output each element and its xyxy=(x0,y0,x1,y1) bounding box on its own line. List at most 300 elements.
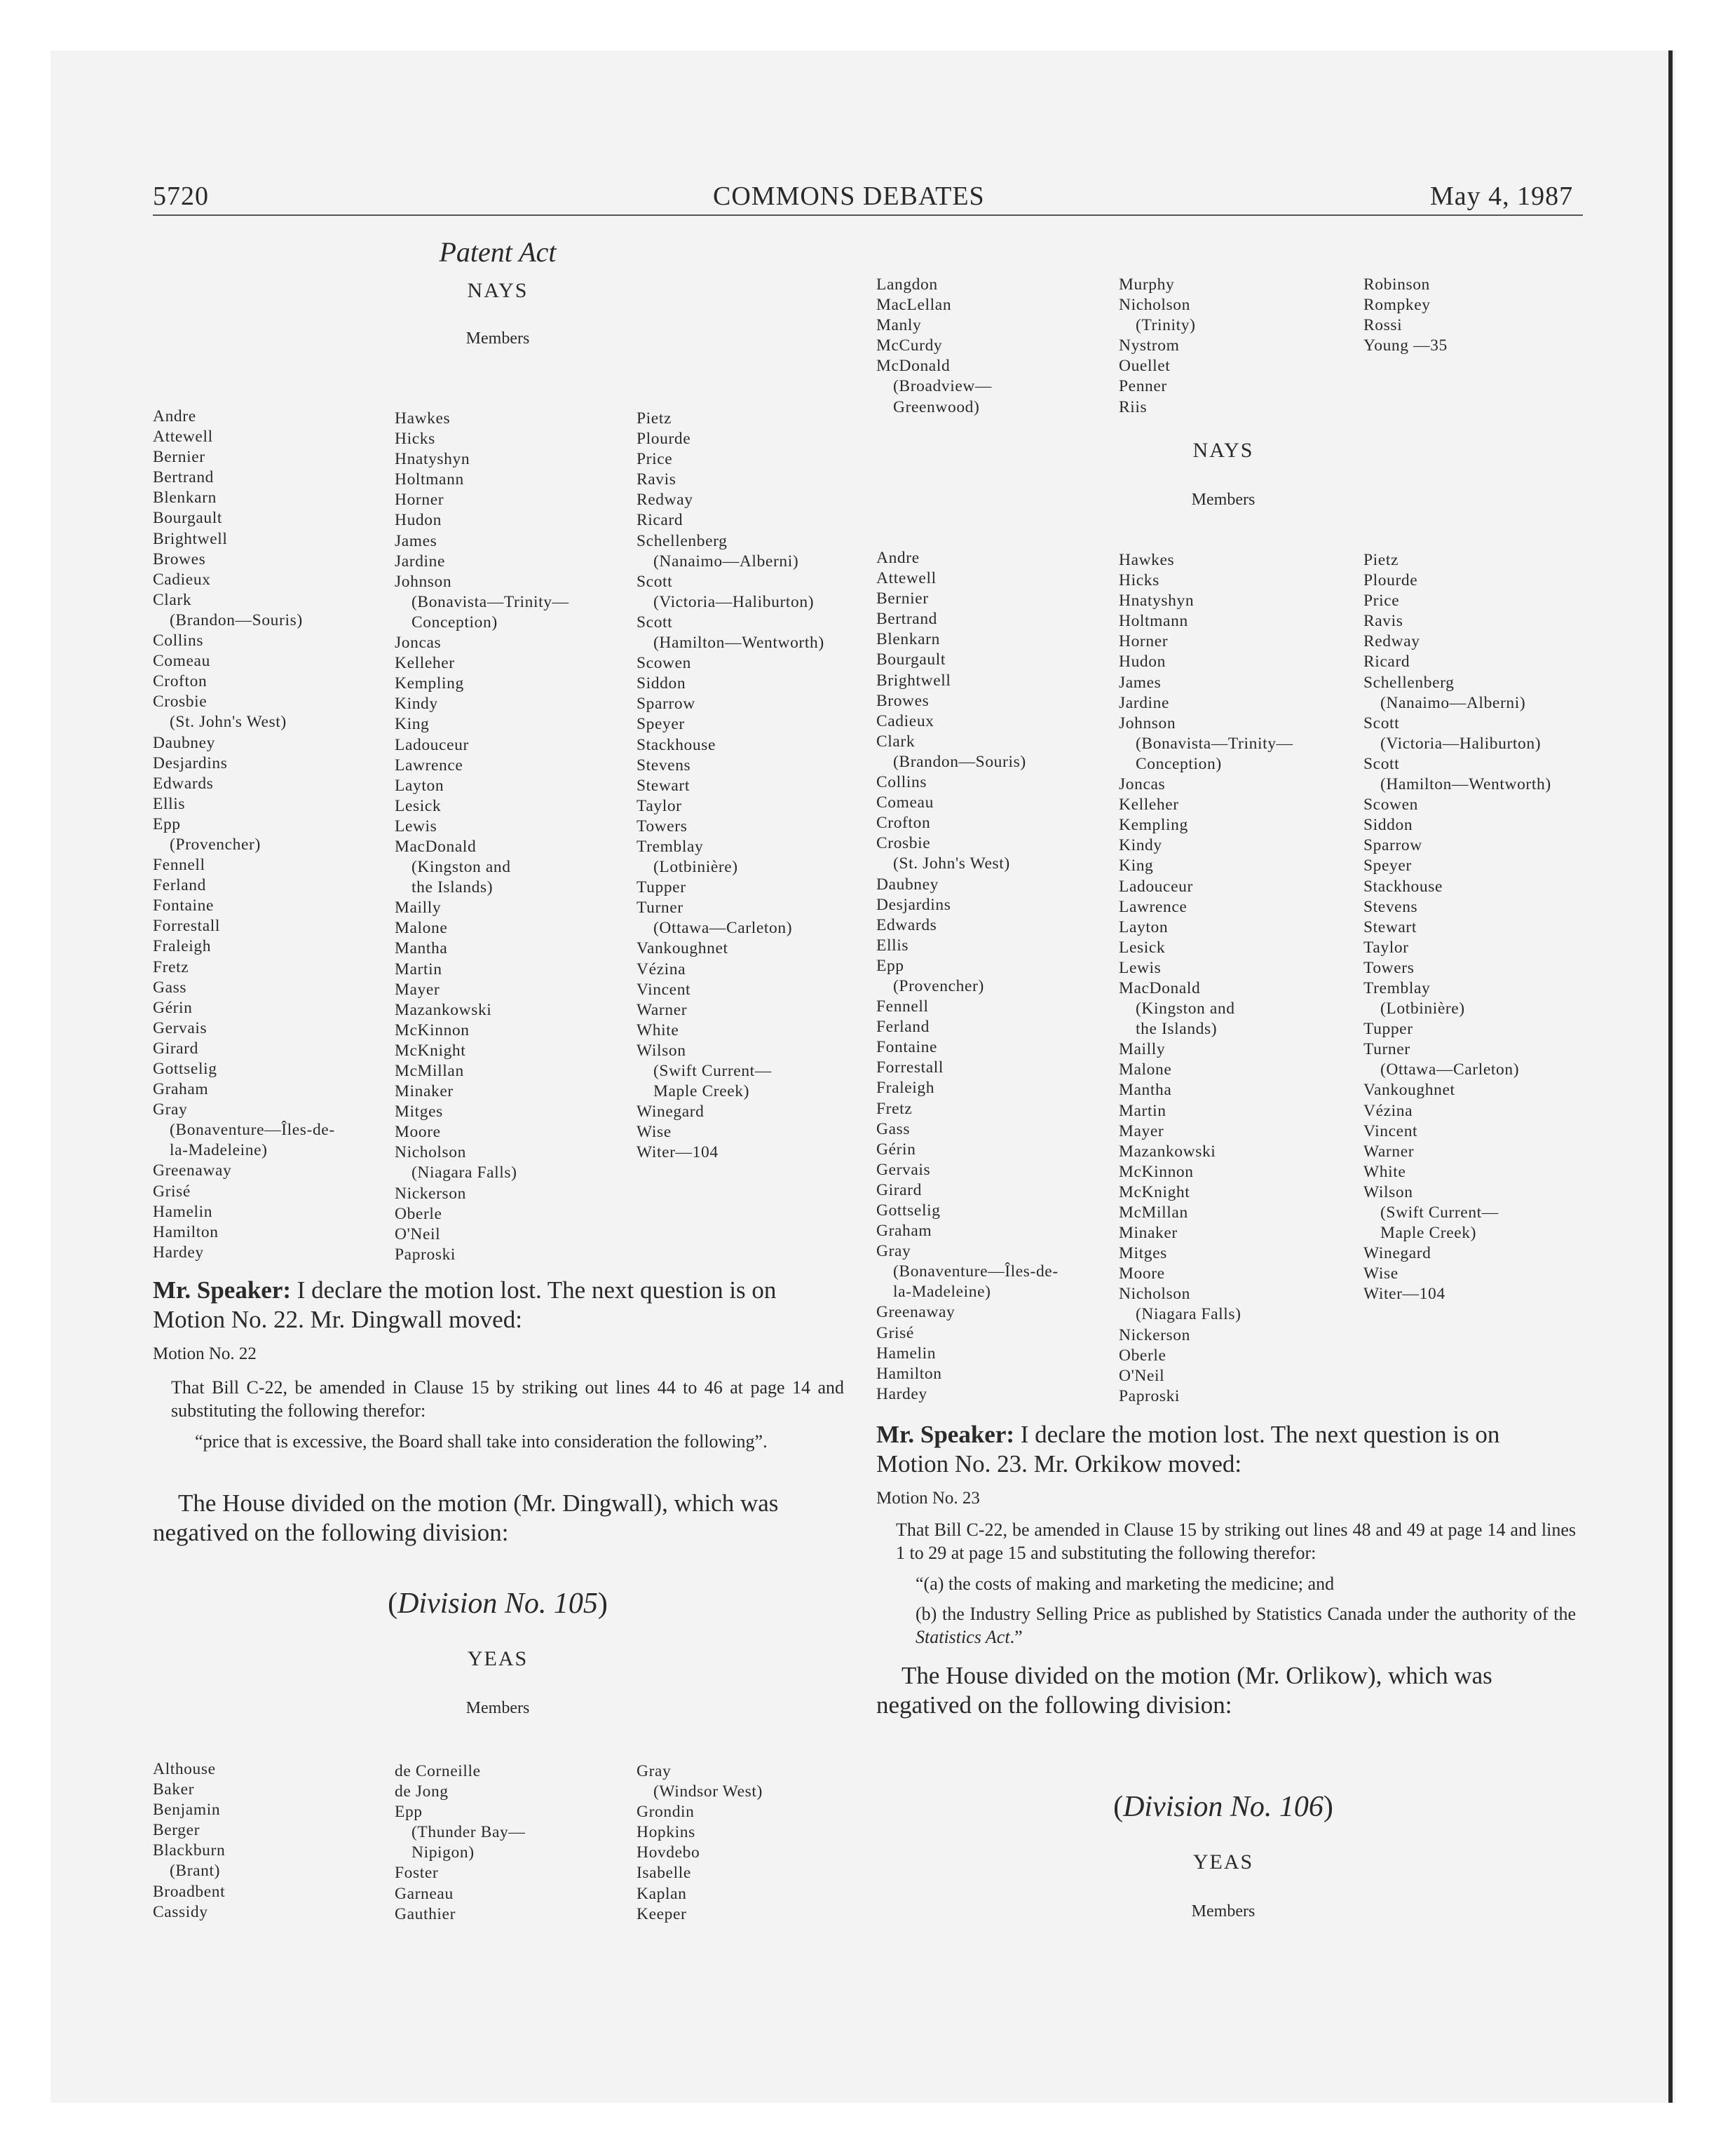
member-name: Moore xyxy=(1119,1264,1165,1283)
name-list xyxy=(637,1761,763,1925)
member-name: Schellenberg xyxy=(1363,673,1455,692)
member-name: James xyxy=(1119,673,1162,692)
member-name: Epp xyxy=(153,814,181,833)
member-name: Paproski xyxy=(1119,1386,1181,1405)
member-name: Mitges xyxy=(395,1103,443,1121)
member-name: Turner xyxy=(637,899,683,917)
member-name: Wise xyxy=(637,1123,672,1142)
yeas-heading: YEAS xyxy=(1192,1850,1254,1874)
name-list xyxy=(876,275,992,418)
member-name: Oberle xyxy=(395,1204,442,1223)
member-name: Forrestall xyxy=(153,917,221,936)
member-riding: (Provencher) xyxy=(893,976,984,995)
motion-quote: “price that is excessive, the Board shall take into consideration the following”. xyxy=(195,1431,768,1452)
member-riding: (Victoria—Haliburton) xyxy=(653,592,815,611)
motion-quote-a: “(a) the costs of making and marketing the medicine; and xyxy=(916,1574,1335,1594)
member-name: Nickerson xyxy=(395,1184,466,1203)
member-name: Kempling xyxy=(1119,816,1188,835)
member-name: Vézina xyxy=(1363,1101,1413,1120)
member-name: Johnson xyxy=(1119,714,1176,732)
member-name: Winegard xyxy=(1363,1244,1431,1263)
nays-heading: NAYS xyxy=(1192,439,1254,462)
quote-b-end: .” xyxy=(1009,1627,1023,1647)
member-name: Warner xyxy=(1363,1142,1415,1161)
member-name: Jardine xyxy=(1119,693,1170,712)
member-name: Lesick xyxy=(395,796,442,815)
member-riding: (Ottawa—Carleton) xyxy=(653,919,793,938)
name-list xyxy=(395,1761,525,1925)
member-name: Stevens xyxy=(1363,897,1418,916)
member-name: Gérin xyxy=(153,998,193,1017)
member-riding: the Islands) xyxy=(411,878,494,897)
member-name: Tremblay xyxy=(1363,978,1431,997)
division-heading xyxy=(1048,1790,1399,1824)
motion-number: Motion No. 23 xyxy=(876,1489,980,1508)
member-name: Martin xyxy=(395,960,442,978)
name-list xyxy=(637,409,824,1163)
member-name: Cadieux xyxy=(876,711,934,730)
member-name: Epp xyxy=(876,956,904,975)
member-name: Crosbie xyxy=(876,834,931,853)
member-riding: (Niagara Falls) xyxy=(411,1164,517,1182)
member-name: Gass xyxy=(153,978,187,997)
member-name: Witer—104 xyxy=(637,1143,719,1162)
member-name: James xyxy=(395,531,437,550)
member-riding: (Niagara Falls) xyxy=(1136,1305,1241,1324)
member-name: Warner xyxy=(637,1000,688,1019)
member-name: Hamelin xyxy=(153,1202,213,1221)
member-riding: (Lotbinière) xyxy=(653,858,738,877)
member-name: Sparrow xyxy=(1363,836,1422,855)
member-name: Mailly xyxy=(395,899,442,917)
member-name: McKnight xyxy=(395,1041,466,1060)
member-name: Gottselig xyxy=(876,1201,941,1220)
speaker-statement xyxy=(876,1420,1577,1479)
member-name: Towers xyxy=(1363,958,1415,977)
member-name: Kaplan xyxy=(637,1884,687,1903)
member-name: Siddon xyxy=(1363,816,1413,835)
member-riding: la-Madeleine) xyxy=(170,1141,268,1160)
member-name: Bourgault xyxy=(876,650,946,669)
member-name: Hovdebo xyxy=(637,1843,700,1862)
member-name: Vankoughnet xyxy=(637,939,728,958)
member-name: Greenaway xyxy=(876,1303,955,1322)
motion-text: That Bill C-22, be amended in Clause 15 by striking out lines 48 and 49 at page 14 and lines 1 to 29 at page 15 and substituting the following therefor: xyxy=(896,1520,1576,1563)
member-name: Hamelin xyxy=(876,1344,937,1363)
name-list xyxy=(876,548,1059,1405)
member-name: Gottselig xyxy=(153,1060,217,1078)
member-riding: (Lotbinière) xyxy=(1380,999,1465,1018)
member-riding: (Kingston and xyxy=(1136,999,1235,1018)
member-name: Ricard xyxy=(1363,653,1410,671)
quote-b-text: (b) the Industry Selling Price as published by Statistics Canada under the authority of the xyxy=(916,1604,1576,1624)
member-name: Stackhouse xyxy=(1363,877,1443,896)
member-name: Bernier xyxy=(153,448,205,467)
member-riding: Maple Creek) xyxy=(653,1082,750,1101)
member-riding: (St. John's West) xyxy=(170,713,287,732)
member-name: Stewart xyxy=(637,776,690,795)
member-name: Gauthier xyxy=(395,1904,456,1923)
member-name: Blenkarn xyxy=(153,489,217,507)
motion-number: Motion No. 22 xyxy=(153,1344,257,1363)
motion-quote-b xyxy=(916,1602,1576,1649)
member-riding: (Brandon—Souris) xyxy=(893,752,1026,771)
member-name: Penner xyxy=(1119,377,1167,396)
member-riding: (St. John's West) xyxy=(893,854,1010,873)
member-name: Gray xyxy=(876,1242,911,1261)
member-name: Vincent xyxy=(1363,1121,1418,1140)
speaker-statement xyxy=(153,1276,847,1335)
member-name: Hudon xyxy=(395,511,442,530)
member-name: Bertrand xyxy=(153,468,215,487)
member-name: Joncas xyxy=(395,634,442,653)
division-title: Division No. 105 xyxy=(397,1588,598,1620)
member-name: Malone xyxy=(1119,1060,1172,1079)
member-name: Mayer xyxy=(395,980,440,999)
nays-members-label: Members xyxy=(465,329,530,348)
nays-heading: NAYS xyxy=(467,279,529,302)
member-name: McKinnon xyxy=(395,1021,470,1039)
member-name: Brightwell xyxy=(153,529,228,548)
member-name: Hicks xyxy=(395,430,435,449)
member-name: Pietz xyxy=(1363,551,1399,569)
member-name: Mazankowski xyxy=(1119,1142,1216,1161)
member-name: Berger xyxy=(153,1821,200,1840)
member-name: Hamilton xyxy=(153,1222,219,1241)
name-list xyxy=(1363,550,1551,1304)
member-name: Desjardins xyxy=(153,753,228,772)
member-name: Isabelle xyxy=(637,1864,691,1883)
member-name: Gray xyxy=(637,1762,672,1780)
member-name: Scott xyxy=(1363,714,1400,732)
member-name: MacDonald xyxy=(395,837,477,856)
member-name: Kindy xyxy=(395,695,438,714)
member-name: Pietz xyxy=(637,409,672,428)
member-name: Hudon xyxy=(1119,653,1166,671)
member-riding: (Broadview— xyxy=(893,377,993,396)
member-name: Vincent xyxy=(637,980,691,999)
member-name: Browes xyxy=(153,550,206,568)
member-name: Crofton xyxy=(153,672,207,691)
member-name: Edwards xyxy=(153,774,214,793)
motion-text: That Bill C-22, be amended in Clause 15 by striking out lines 44 to 46 at page 14 and substituting the following therefor: xyxy=(171,1377,844,1421)
speaker-text: I declare the motion lost. The next question is on Motion No. 22. Mr. Dingwall moved: xyxy=(153,1276,777,1333)
member-name: Mitges xyxy=(1119,1244,1167,1263)
member-name: Price xyxy=(637,450,673,469)
member-name: Lewis xyxy=(1119,958,1162,977)
member-name: Ladouceur xyxy=(1119,877,1193,896)
member-name: Ellis xyxy=(153,794,186,813)
member-name: Attewell xyxy=(153,428,213,446)
member-name: Minaker xyxy=(1119,1224,1178,1243)
member-riding: (Bonaventure—Îles-de- xyxy=(170,1121,335,1140)
member-name: Nicholson xyxy=(1119,296,1191,315)
member-name: Blackburn xyxy=(153,1841,226,1860)
member-name: Wise xyxy=(1363,1264,1399,1283)
member-name: Baker xyxy=(153,1780,195,1799)
member-name: Brightwell xyxy=(876,671,951,690)
member-name: Ladouceur xyxy=(395,735,469,754)
member-name: Kindy xyxy=(1119,836,1162,855)
member-name: Daubney xyxy=(153,733,216,752)
member-riding: (Thunder Bay— xyxy=(411,1823,526,1842)
member-name: McMillan xyxy=(395,1062,464,1080)
nays-members-label: Members xyxy=(1191,491,1256,509)
section-title: Patent Act xyxy=(439,236,557,268)
division-close: ) xyxy=(1323,1791,1333,1823)
member-name: O'Neil xyxy=(395,1224,441,1243)
member-riding: (Bonaventure—Îles-de- xyxy=(893,1262,1059,1281)
member-name: Hardey xyxy=(876,1384,927,1403)
member-riding: Maple Creek) xyxy=(1380,1224,1477,1243)
member-name: MacLellan xyxy=(876,296,952,315)
member-name: Gervais xyxy=(876,1160,931,1179)
member-name: Price xyxy=(1363,592,1400,610)
member-name: Stackhouse xyxy=(637,735,716,754)
member-riding: (Kingston and xyxy=(411,858,511,877)
member-name: Tupper xyxy=(1363,1020,1413,1039)
member-name: Vézina xyxy=(637,960,686,978)
member-name: Sparrow xyxy=(637,695,695,714)
member-name: Gérin xyxy=(876,1140,916,1159)
member-name: Lawrence xyxy=(395,756,463,775)
member-name: Ravis xyxy=(637,470,676,489)
member-riding: (Ottawa—Carleton) xyxy=(1380,1060,1520,1079)
member-riding: (Hamilton—Wentworth) xyxy=(653,634,824,653)
member-name: Wilson xyxy=(637,1041,686,1060)
member-name: King xyxy=(395,715,430,734)
member-name: Nystrom xyxy=(1119,336,1180,355)
member-name: Holtmann xyxy=(395,470,464,489)
member-name: Horner xyxy=(1119,632,1169,651)
member-name: Grisé xyxy=(876,1323,914,1342)
division-open: ( xyxy=(388,1588,398,1620)
member-name: Gass xyxy=(876,1119,911,1138)
member-riding: (Brandon—Souris) xyxy=(170,610,303,629)
member-name: MacDonald xyxy=(1119,978,1201,997)
member-name: Tupper xyxy=(637,878,686,897)
member-name: Girard xyxy=(876,1180,922,1199)
member-name: Martin xyxy=(1119,1101,1166,1120)
member-name: King xyxy=(1119,857,1154,875)
member-name: Cadieux xyxy=(153,570,211,589)
member-name: Witer—104 xyxy=(1363,1285,1445,1304)
member-riding: (Bonavista—Trinity— xyxy=(411,592,569,611)
member-name: Girard xyxy=(153,1039,198,1058)
member-name: Collins xyxy=(153,632,204,650)
member-name: Ricard xyxy=(637,511,683,530)
member-riding: (Hamilton—Wentworth) xyxy=(1380,775,1551,794)
member-riding: (Bonavista—Trinity— xyxy=(1136,734,1293,753)
member-name: Scowen xyxy=(637,654,692,673)
member-name: Layton xyxy=(395,776,444,795)
member-name: Nicholson xyxy=(1119,1285,1191,1304)
division-statement: The House divided on the motion (Mr. Dingwall), which was negatived on the following division: xyxy=(153,1489,779,1546)
member-name: White xyxy=(637,1021,679,1039)
member-name: Clark xyxy=(153,590,192,609)
member-name: de Jong xyxy=(395,1782,449,1801)
member-name: McMillan xyxy=(1119,1203,1188,1222)
member-name: Plourde xyxy=(1363,571,1418,590)
member-name: McDonald xyxy=(876,357,951,376)
member-name: Speyer xyxy=(637,715,685,734)
member-name: Browes xyxy=(876,691,930,710)
division-statement: The House divided on the motion (Mr. Orlikow), which was negatived on the following division: xyxy=(876,1662,1492,1719)
member-name: Minaker xyxy=(395,1082,454,1101)
member-name: Fraleigh xyxy=(876,1079,935,1098)
member-name: Taylor xyxy=(637,796,682,815)
member-name: Scott xyxy=(637,613,673,632)
member-name: Desjardins xyxy=(876,895,951,914)
member-name: Bernier xyxy=(876,589,929,608)
member-name: Forrestall xyxy=(876,1058,944,1077)
member-name: Hopkins xyxy=(637,1823,695,1842)
member-name: Andre xyxy=(876,549,920,567)
member-name: Lewis xyxy=(395,817,437,835)
name-list xyxy=(153,1759,225,1923)
member-name: Rompkey xyxy=(1363,296,1431,315)
member-name: Kempling xyxy=(395,674,464,693)
name-list xyxy=(395,409,569,1265)
name-list xyxy=(153,407,335,1263)
member-name: Redway xyxy=(1363,632,1420,651)
member-name: Fennell xyxy=(876,997,929,1016)
member-riding: (Nanaimo—Alberni) xyxy=(653,552,799,571)
member-name: Mailly xyxy=(1119,1040,1166,1059)
member-name: Layton xyxy=(1119,917,1169,936)
member-riding: (Swift Current— xyxy=(1380,1203,1499,1222)
member-name: Siddon xyxy=(637,674,686,693)
member-name: Stewart xyxy=(1363,917,1417,936)
member-name: Kelleher xyxy=(1119,796,1179,814)
member-name: Broadbent xyxy=(153,1882,226,1901)
member-name: Hawkes xyxy=(395,409,451,428)
member-name: Ouellet xyxy=(1119,357,1171,376)
member-name: Speyer xyxy=(1363,857,1412,875)
member-riding: Conception) xyxy=(1136,754,1222,773)
member-name: Taylor xyxy=(1363,938,1409,957)
member-name: Fretz xyxy=(876,1099,913,1118)
member-name: Towers xyxy=(637,817,688,835)
member-name: Hamilton xyxy=(876,1364,942,1383)
speaker-text: I declare the motion lost. The next question is on Motion No. 23. Mr. Orkikow moved: xyxy=(876,1421,1500,1478)
page-number: 5720 xyxy=(153,182,209,211)
page-edge-shadow xyxy=(1668,50,1673,2103)
speaker-label: Mr. Speaker: xyxy=(153,1276,292,1304)
member-riding: (Swift Current— xyxy=(653,1062,772,1080)
member-name: Grondin xyxy=(637,1803,695,1822)
member-name: Nickerson xyxy=(1119,1325,1190,1344)
member-name: Nicholson xyxy=(395,1143,467,1162)
running-title: COMMONS DEBATES xyxy=(713,182,985,211)
member-name: Ferland xyxy=(153,876,206,895)
member-riding: the Islands) xyxy=(1136,1020,1218,1039)
member-name: Benjamin xyxy=(153,1801,221,1820)
member-name: Plourde xyxy=(637,430,691,449)
member-name: Paproski xyxy=(395,1245,456,1264)
division-heading xyxy=(322,1587,673,1621)
member-riding: (Windsor West) xyxy=(653,1782,763,1801)
member-name: Andre xyxy=(153,407,196,425)
member-name: Greenaway xyxy=(153,1161,232,1180)
member-name: Turner xyxy=(1363,1040,1410,1059)
member-riding: (Nanaimo—Alberni) xyxy=(1380,693,1526,712)
member-name: de Corneille xyxy=(395,1762,481,1780)
member-name: Jardine xyxy=(395,552,446,571)
member-name: Winegard xyxy=(637,1103,705,1121)
member-riding: (Brant) xyxy=(170,1862,221,1881)
member-name: Keeper xyxy=(637,1904,687,1923)
member-name: Hnatyshyn xyxy=(395,450,470,469)
member-name: Mantha xyxy=(1119,1081,1172,1100)
member-name: Clark xyxy=(876,732,916,751)
member-name: Young —35 xyxy=(1363,336,1448,355)
member-name: White xyxy=(1363,1162,1406,1181)
member-name: O'Neil xyxy=(1119,1366,1165,1385)
member-name: Crofton xyxy=(876,814,931,833)
statistics-act-ref: Statistics Act xyxy=(916,1627,1010,1647)
member-name: Ravis xyxy=(1363,612,1403,631)
member-name: Riis xyxy=(1119,397,1148,416)
member-name: McCurdy xyxy=(876,336,943,355)
member-name: Moore xyxy=(395,1123,441,1142)
member-name: Epp xyxy=(395,1803,423,1822)
header-rule xyxy=(153,214,1583,216)
name-list xyxy=(1119,275,1196,418)
member-name: Blenkarn xyxy=(876,630,940,649)
member-name: Hnatyshyn xyxy=(1119,592,1195,610)
member-name: Rossi xyxy=(1363,316,1403,335)
member-name: Ferland xyxy=(876,1018,930,1037)
member-name: Collins xyxy=(876,773,927,792)
member-riding: Greenwood) xyxy=(893,397,980,416)
member-name: Robinson xyxy=(1363,275,1430,294)
member-name: Daubney xyxy=(876,875,939,894)
member-name: Edwards xyxy=(876,915,937,934)
member-name: Crosbie xyxy=(153,692,207,711)
member-name: Grisé xyxy=(153,1182,191,1201)
page-date: May 4, 1987 xyxy=(1430,182,1574,211)
member-name: Lesick xyxy=(1119,938,1166,957)
member-name: Hicks xyxy=(1119,571,1159,590)
division-title: Division No. 106 xyxy=(1123,1791,1324,1823)
yeas-heading: YEAS xyxy=(467,1647,529,1670)
member-name: Holtmann xyxy=(1119,612,1188,631)
member-name: Schellenberg xyxy=(637,531,728,550)
member-name: Foster xyxy=(395,1864,439,1883)
yeas-members-label: Members xyxy=(1191,1902,1256,1920)
member-name: Fennell xyxy=(153,856,205,875)
member-name: Attewell xyxy=(876,569,937,588)
member-name: Althouse xyxy=(153,1760,216,1778)
name-list xyxy=(1119,550,1293,1407)
member-name: Mantha xyxy=(395,939,448,958)
member-riding: (Trinity) xyxy=(1136,316,1196,335)
member-name: Scowen xyxy=(1363,796,1419,814)
member-name: Comeau xyxy=(153,652,210,671)
member-name: Tremblay xyxy=(637,837,704,856)
member-name: Horner xyxy=(395,491,444,510)
yeas-members-label: Members xyxy=(465,1699,530,1717)
member-name: Malone xyxy=(395,919,448,938)
member-name: McKnight xyxy=(1119,1182,1190,1201)
member-name: Ellis xyxy=(876,936,909,955)
member-name: Wilson xyxy=(1363,1182,1413,1201)
member-name: Fretz xyxy=(153,957,189,976)
member-name: Hardey xyxy=(153,1243,204,1262)
member-riding: la-Madeleine) xyxy=(893,1283,991,1302)
member-name: McKinnon xyxy=(1119,1162,1194,1181)
